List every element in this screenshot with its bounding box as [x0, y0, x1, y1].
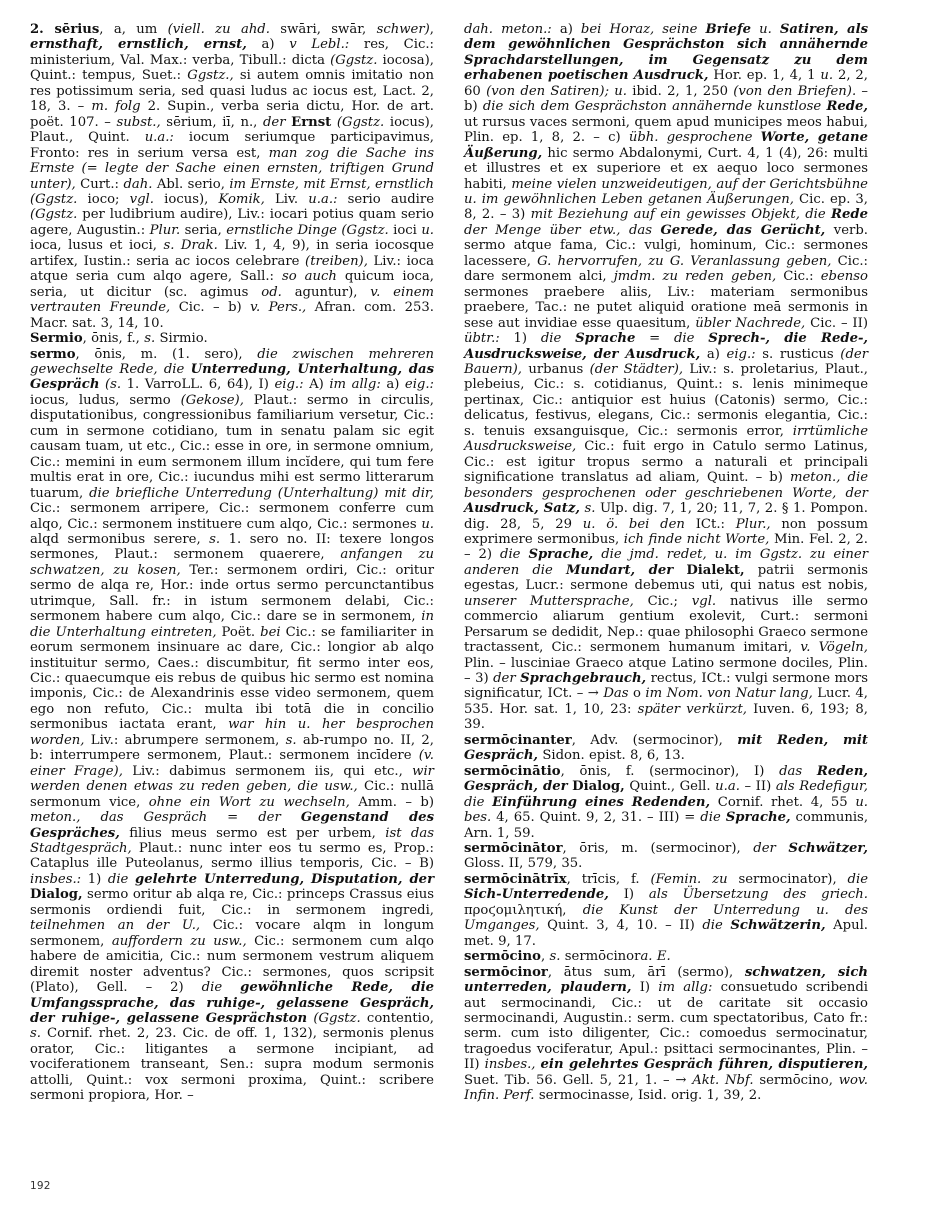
- left-column: [30, 22, 434, 1172]
- dictionary-entry-sermo: sermo, ōnis, m. (1. sero), die zwischen mehreren gewechselte Rede, die Unterredung, Unterhaltung, das Gespräch (s. 1. VarroLL. 6, 64), I) eig.: A) im allg: a) eig.: iocus, ludus, sermo (Gekose), Plaut.: sermo in circulis, disputationibus, congressionibus familiarium versetur, Cic.: cum in sermone cotidiano, tum in senatu palam sic egit causam tuam, ut etc., Cic.: esse in ore, in sermone omnium, Cic.: memini in eum sermonem illum incĭdere, qui tum fere multis erat in ore, Cic.: iucundus mihi est sermo litterarum tuarum, die briefliche Unterredung (Unterhaltung) mit dir, Cic.: sermonem arripere, Cic.: sermonem conferre cum alqo, Cic.: sermonem instituere cum alqo, Cic.: sermones u. alqd sermonibus serere, s. 1. sero no. II: texere longos sermones, Plaut.: sermonem quaerere, anfangen zu schwatzen, zu kosen, Ter.: sermonem ordiri, Cic.: oritur sermo de alqa re, Hor.: inde ortus sermo percunctantibus utrimque, Sall. fr.: in istum sermonem delabi, Cic.: sermonem habere cum alqo, Cic.: dare se in sermonem, in die Unterhaltung eintreten, Poët. bei Cic.: se familiariter in eorum sermonem insinuare ac dare, Cic.: longior ab alqo instituitur sermo, Caes.: discumbitur, fit sermo inter eos, Cic.: quaecumque eis rebus de quibus hic sermo est nomina imponis, Cic.: de Alexandrinis esse video sermonem, quem ego non refuto, Cic.: multa ibi totā die in concilio sermonibus iactata erant, war hin u. her besprochen worden, Liv.: abrumpere sermonem, s. ab-rumpo no. II, 2, b: interrumpere sermonem, Plaut.: sermonem incīdere (v. einer Frage), Liv.: dabimus sermonem iis, qui etc., wir werden denen etwas zu reden geben, die usw., Cic.: nullā sermonum vice, ohne ein Wort zu wechseln, Amm. – b) meton., das Gespräch = der Gegenstand des Gespräches, filius meus sermo est per urbem, ist das Stadtgespräch, Plaut.: nunc inter eos tu sermo es, Prop.: Cataplus ille Puteolanus, sermo illius temporis, Cic. – B) insbes.: 1) die gelehrte Unterredung, Disputation, der Dialog, sermo oritur ab alqa re, Cic.: princeps Crassus eius sermonis ordiendi fuit, Cic.: in sermonem ingredi, teilnehmen an der U., Cic.: vocare alqm in longum sermonem, auffordern zu usw., Cic.: sermonem cum alqo habere de amicitia, Cic.: num sermonem vestrum aliquem diremit noster adventus? Cic.: sermones, quos scripsit (Plato), Gell. – 2) die gewöhnliche Rede, die Umfangssprache, das ruhige-, gelassene Gespräch, der ruhige-, gelassene Gesprächston (Ggstz. contentio, s. Cornif. rhet. 2, 23. Cic. de off. 1, 132), sermonis plenus orator, Cic.: litigantes a sermone incipiant, ad vociferationem transeant, Sen.: supra modum sermonis attolli, Quint.: vox sermoni proxima, Quint.: scribere sermoni propiora, Hor. –: [30, 346, 435, 1104]
- dictionary-entry-sermo-continued: dah. meton.: a) bei Horaz, seine Briefe u. Satiren, als dem gewöhnlichen Gesprächston sich annähernde Sprachdarstellungen, im Gegensatz zu dem erhabenen poetischen Ausdruck, Hor. ep. 1, 4, 1 u. 2, 2, 60 (von den Satiren); u. ibid. 2, 1, 250 (von den Briefen). – b) die sich dem Gesprächston annähernde kunstlose Rede, ut rursus vaces sermoni, quem apud municipes meos habui, Plin. ep. 1, 8, 2. – c) übh. gesprochene Worte, getane Äußerung, hic sermo Abdalonymi, Curt. 4, 1 (4), 26: multi et illustres et ex superiore et ex aequo loco sermones habiti, meine vielen unzweideutigen, auf der Gerichtsbühne u. im gewöhnlichen Leben getanen Äußerungen, Cic. ep. 3, 8, 2. – 3) mit Beziehung auf ein gewisses Objekt, die Rede der Menge über etw., das Gerede, das Gerücht, verb. sermo atque fama, Cic.: vulgi, hominum, Cic.: sermones lacessere, G. hervorrufen, zu G. Veranlassung geben, Cic.: dare sermonem alci, jmdm. zu reden geben, Cic.: ebenso sermones praebere aliis, Liv.: materiam sermonibus praebere, Tac.: ne putet aliquid oratione meā sermonis in sese aut invidiae esse quaesitum, übler Nachrede, Cic. – II) übtr.: 1) die Sprache = die Sprech-, die Rede-, Ausdrucksweise, der Ausdruck, a) eig.: s. rusticus (der Bauern), urbanus (der Städter), Liv.: s. proletarius, Plaut., plebeius, Cic.: s. cotidianus, Quint.: s. lenis minimeque pertinax, Cic.: antiquior est huius (Catonis) sermo, Cic.: delicatus, festivus, elegans, Cic.: sermonis elegantia, Cic.: s. tenuis exsanguisque, Cic.: sermonis error, irrtümliche Ausdrucksweise, Cic.: fuit ergo in Catulo sermo Latinus, Cic.: est igitur tropus sermo a naturali et principali significatione translatus ad aliam, Quint. – b) meton., die besonders gesprochenen oder geschriebenen Worte, der Ausdruck, Satz, s. Ulp. dig. 7, 1, 20; 11, 7, 2. § 1. Pompon. dig. 28, 5, 29 u. ö. bei den ICt.: Plur., non possum exprimere sermonibus, ich finde nicht Worte, Min. Fel. 2, 2. – 2) die Sprache, die jmd. redet, u. im Ggstz. zu einer anderen die Mundart, der Dialekt, patrii sermonis egestas, Lucr.: sermone debemus uti, qui natus est nobis, unserer Muttersprache, Cic.; vgl. nativus ille sermo commercio aliarum gentium exolevit, Curt.: sermoni Persarum se dedidit, Nep.: quae philosophi Graeco sermone tractassent, Cic.: sermonem humanum imitari, v. Vögeln, Plin. – lusciniae Graeco atque Latino sermone dociles, Plin. – 3) der Sprachgebrauch, rectus, ICt.: vulgi sermone mors significatur, ICt. – → Das o im Nom. von Natur lang, Lucr. 4, 535. Hor. sat. 1, 10, 23: später verkürzt, Iuven. 6, 193; 8, 39.: [464, 22, 869, 733]
- page-columns: [30, 22, 906, 1172]
- dictionary-entry-sermio: Sermio, ōnis, f., s. Sirmio.: [30, 331, 208, 347]
- page-number: 192: [30, 1180, 51, 1192]
- dictionary-entry-sermocinor: sermōcinor, ātus sum, ārī (sermo), schwatzen, sich unterreden, plaudern, I) im allg: consuetudo scribendi aut sermocinandi, Cic.: ut de caritate sit occasio sermocinandi, Augustin.: serm. cum spectatoribus, Cato fr.: serm. cum isto diligenter, Cic.: comoedus sermocinatur, tragoedus vociferatur, Apul.: psittaci sermocinantes, Plin. – II) insbes., ein gelehrtes Gespräch führen, disputieren, Suet. Tib. 56. Gell. 5, 21, 1. – → Akt. Nbf. sermōcino, wov. Infin. Perf. sermocinasse, Isid. orig. 1, 39, 2.: [464, 964, 869, 1104]
- dictionary-entry-sermocinator: sermōcinātor, ōris, m. (sermocinor), der Schwätzer, Gloss. II, 579, 35.: [464, 841, 869, 872]
- right-column: [464, 22, 868, 1172]
- dictionary-entry-sermocinanter: sermōcinanter, Adv. (sermocinor), mit Reden, mit Gespräch, Sidon. epist. 8, 6, 13.: [464, 732, 868, 764]
- dictionary-entry-sermocino: sermōcino, s. sermōcinora. E.: [464, 949, 671, 965]
- dictionary-entry-sermocinatrix: sermōcinātrīx, trīcis, f. (Femin. zu sermocinator), die Sich-Unterredende, I) als Übersetzung des griech. προϛομιλητική, die Kunst der Unterredung u. des Umganges, Quint. 3, 4, 10. – II) die Schwätzerin, Apul. met. 9, 17.: [464, 871, 868, 949]
- dictionary-entry-sermocinatio: sermōcinātio, ōnis, f. (sermocinor), I) das Reden, Gespräch, der Dialog, Quint., Gell. u.a. – II) als Redefigur, die Einführung eines Redenden, Cornif. rhet. 4, 55 u. bes. 4, 65. Quint. 9, 2, 31. – III) = die Sprache, communis, Arn. 1, 59.: [464, 763, 869, 841]
- dictionary-entry-serius: 2. sērius, a, um (viell. zu ahd. swāri, swār, schwer), ernsthaft, ernstlich, ernst, a) v Lebl.: res, Cic.: ministerium, Val. Max.: verba, Tibull.: dicta (Ggstz. iocosa), Quint.: tempus, Suet.: Ggstz., si autem omnis imitatio non res potissimum seria, sed quasi ludus ac iocus est, Lact. 2, 18, 3. – m. folg 2. Supin., verba seria dictu, Hor. de art. poët. 107. – subst., sērium, iī, n., der Ernst (Ggstz. iocus), Plaut., Quint. u.a.: iocum seriumque participavimus, Fronto: res in serium versa est, man zog die Sache ins Ernste (= legte der Sache einen ernsten, triftigen Grund unter), Curt.: dah. Abl. serio, im Ernste, mit Ernst, ernstlich (Ggstz. ioco; vgl. iocus), Komik, Liv. u.a.: serio audire (Ggstz. per ludibrium audire), Liv.: iocari potius quam serio agere, Augustin.: Plur. seria, ernstliche Dinge (Ggstz. ioci u. ioca, lusus et ioci, s. Drak. Liv. 1, 4, 9), in seria iocosque artifex, Iustin.: seria ac iocos celebrare (treiben), Liv.: ioca atque seria cum alqo agere, Sall.: so auch quicum ioca, seria, ut dicitur (sc. agimus od. aguntur), v. einem vertrauten Freunde, Cic. – b) v. Pers., Afran. com. 253. Macr. sat. 3, 14, 10.: [30, 22, 435, 331]
